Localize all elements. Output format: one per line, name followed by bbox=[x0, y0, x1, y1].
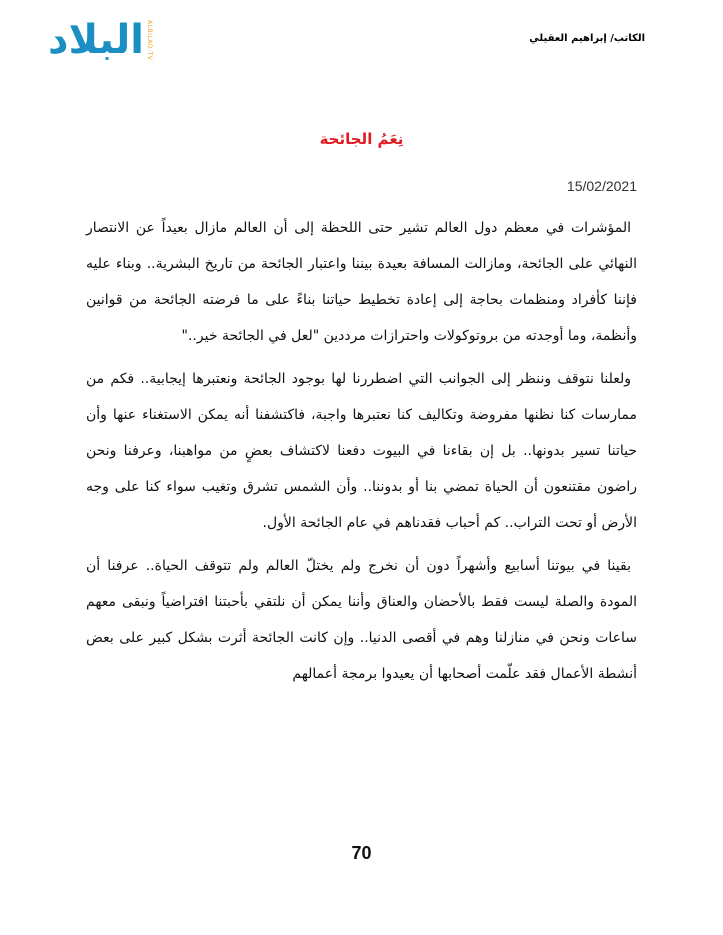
logo-tagline: ALBILAD.TV bbox=[145, 19, 153, 61]
albilad-logo bbox=[48, 18, 153, 62]
article-title: نِعَمُ الجائحة bbox=[319, 130, 404, 148]
paragraph-3: بقينا في بيوتنا أسابيع وأشهراً دون أن نخرج ولم يختلّ العالم ولم تتوقف الحياة.. عرفنا أن المودة والصلة ليست فقط بالأحضان والعناق وأننا يمكن أن نلتقي بأحبتنا افتراضياً ونبقى معهم ساعات ونحن في منازلنا وهم في أقصى الدنيا.. وإن كانت الجائحة أثرت بشكل كبير على بعض أنشطة الأعمال فقد علّمت أصحابها أن يعيدوا برمجة أعمالهم bbox=[86, 558, 637, 682]
article-date: 15/02/2021 bbox=[566, 178, 637, 194]
paragraph-1: المؤشرات في معظم دول العالم تشير حتى اللحظة إلى أن العالم مازال بعيداً عن الانتصار النهائي على الجائحة، ومازالت المسافة بعيدة بيننا واعتبار الجائحة من تاريخ البشرية.. وبناء عليه فإننا كأفراد ومنظمات بحاجة إلى إعادة تخطيط حياتنا بناءً على ما فرضته الجائحة من قوانين وأنظمة، وما أوجدته من بروتوكولات واحترازات مرددين "لعل في الجائحة خير.." bbox=[86, 220, 637, 344]
logo-text: البلاد bbox=[48, 17, 144, 63]
paragraph-2: ولعلنا نتوقف وننظر إلى الجوانب التي اضطررنا لها بوجود الجائحة ونعتبرها إيجابية.. فكم من ممارسات كنا نظنها مفروضة وتكاليف كنا نعتبرها واجبة، فاكتشفنا أنه يمكن الاستغناء عنها وأن حياتنا تسير بدونها.. بل إن بقاءنا في البيوت دفعنا لاكتشاف بعضٍ من مواهبنا، وعرفنا ونحن راضون مقتنعون أن الحياة تمضي بنا أو بدوننا.. وأن الشمس تشرق وتغيب سواء كنا على وجه الأرض أو تحت التراب.. كم أحباب فقدناهم في عام الجائحة الأول. bbox=[86, 371, 637, 531]
logo-tagline-box bbox=[146, 20, 153, 60]
author-name: الكاتب/ إبراهيم العقيلي bbox=[529, 33, 645, 44]
article-body bbox=[86, 210, 637, 699]
logo-wordmark bbox=[48, 17, 144, 63]
page-number: 70 bbox=[351, 843, 372, 863]
